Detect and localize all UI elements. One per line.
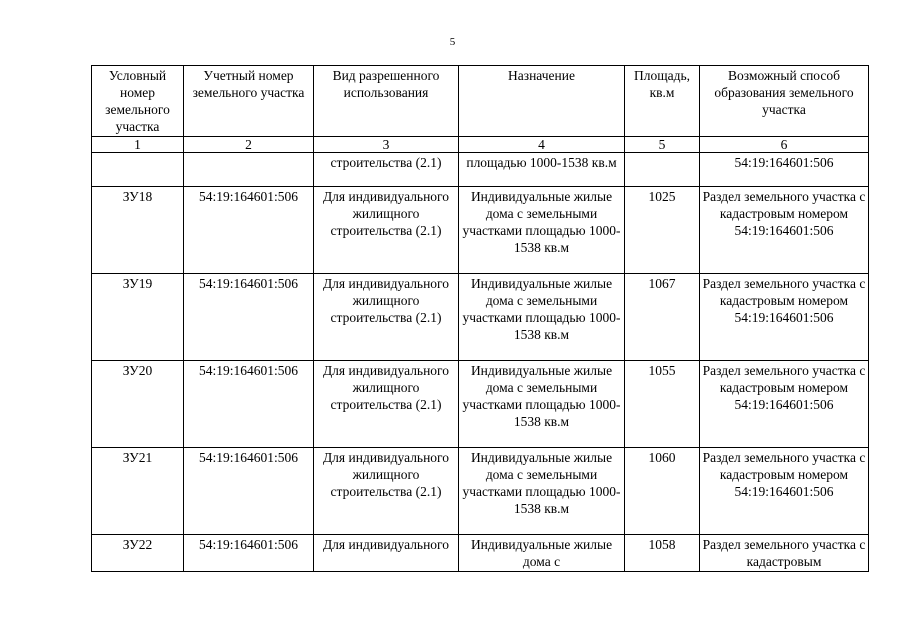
permitted-use: Для индивидуального жилищного строительства (2.1) — [314, 448, 459, 535]
plot-id: ЗУ22 — [92, 535, 184, 572]
purpose: Индивидуальные жилые дома с земельными участками площадью 1000-1538 кв.м — [459, 448, 625, 535]
plot-id: ЗУ20 — [92, 361, 184, 448]
column-header: Назначение — [459, 66, 625, 137]
cadastral-number: 54:19:164601:506 — [184, 361, 314, 448]
column-header: Возможный способ образования земельного участка — [700, 66, 869, 137]
plot-id: ЗУ19 — [92, 274, 184, 361]
cadastral-number: 54:19:164601:506 — [184, 274, 314, 361]
area: 1060 — [625, 448, 700, 535]
area: 1058 — [625, 535, 700, 572]
permitted-use: Для индивидуального — [314, 535, 459, 572]
permitted-use: Для индивидуального жилищного строительства (2.1) — [314, 187, 459, 274]
cell: площадью 1000-1538 кв.м — [459, 153, 625, 187]
table-header-row — [92, 66, 869, 137]
area: 1067 — [625, 274, 700, 361]
formation-method: Раздел земельного участка с кадастровым номером 54:19:164601:506 — [700, 448, 869, 535]
permitted-use: Для индивидуального жилищного строительства (2.1) — [314, 274, 459, 361]
table-row — [92, 448, 869, 535]
continuation-row — [92, 153, 869, 187]
cell — [184, 153, 314, 187]
cadastral-number: 54:19:164601:506 — [184, 535, 314, 572]
purpose: Индивидуальные жилые дома с земельными участками площадью 1000-1538 кв.м — [459, 361, 625, 448]
column-header: Условный номер земельного участка — [92, 66, 184, 137]
table-row — [92, 274, 869, 361]
table-row — [92, 187, 869, 274]
column-number: 5 — [625, 137, 700, 153]
column-header: Учетный номер земельного участка — [184, 66, 314, 137]
column-number: 6 — [700, 137, 869, 153]
purpose: Индивидуальные жилые дома с — [459, 535, 625, 572]
cadastral-number: 54:19:164601:506 — [184, 187, 314, 274]
plot-id: ЗУ18 — [92, 187, 184, 274]
column-number: 3 — [314, 137, 459, 153]
cell — [625, 153, 700, 187]
column-number: 4 — [459, 137, 625, 153]
page-number: 5 — [449, 36, 456, 48]
table-row — [92, 535, 869, 572]
purpose: Индивидуальные жилые дома с земельными участками площадью 1000-1538 кв.м — [459, 274, 625, 361]
formation-method: Раздел земельного участка с кадастровым номером 54:19:164601:506 — [700, 361, 869, 448]
formation-method: Раздел земельного участка с кадастровым номером 54:19:164601:506 — [700, 187, 869, 274]
plot-id: ЗУ21 — [92, 448, 184, 535]
column-number: 2 — [184, 137, 314, 153]
formation-method: Раздел земельного участка с кадастровым номером 54:19:164601:506 — [700, 274, 869, 361]
table-row — [92, 361, 869, 448]
column-number-row — [92, 137, 869, 153]
cell — [92, 153, 184, 187]
area: 1055 — [625, 361, 700, 448]
land-plots-table — [91, 65, 869, 572]
column-header: Вид разрешенного использования — [314, 66, 459, 137]
permitted-use: Для индивидуального жилищного строительства (2.1) — [314, 361, 459, 448]
column-header: Площадь, кв.м — [625, 66, 700, 137]
formation-method: Раздел земельного участка с кадастровым — [700, 535, 869, 572]
cell: 54:19:164601:506 — [700, 153, 869, 187]
purpose: Индивидуальные жилые дома с земельными участками площадью 1000-1538 кв.м — [459, 187, 625, 274]
cadastral-number: 54:19:164601:506 — [184, 448, 314, 535]
cell: строительства (2.1) — [314, 153, 459, 187]
column-number: 1 — [92, 137, 184, 153]
area: 1025 — [625, 187, 700, 274]
